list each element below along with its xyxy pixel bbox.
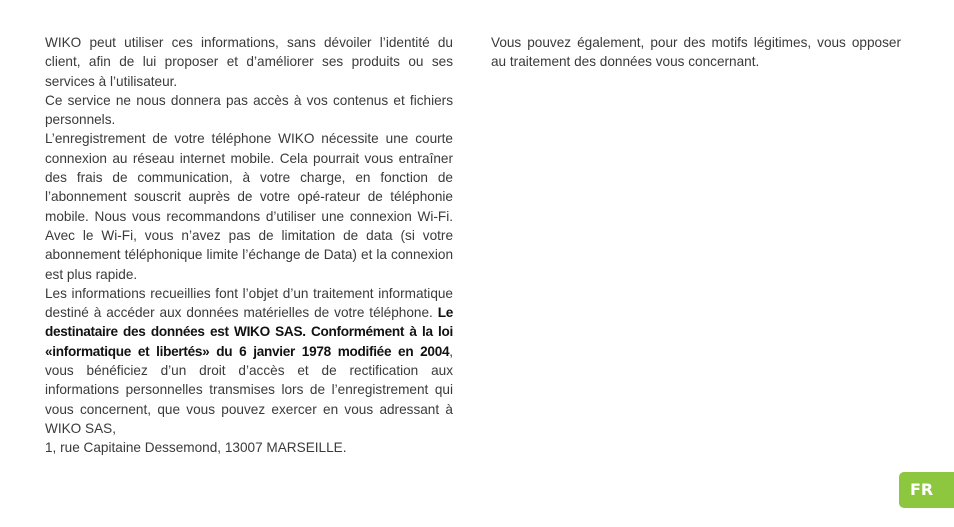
paragraph-registration: L’enregistrement de votre téléphone WIKO nécessite une courte connexion au réseau internet mobile. Cela pourrait vous entraîner des frais de communication, à votre charge, en fonction de l’abonnement souscrit auprès de votre opé-rateur de téléphonie mobile. Nous vous recommandons d’utiliser une connexion Wi-Fi. Avec le Wi-Fi, vous n’avez pas de limitation de data (si votre abonnement téléphonique limite l’échange de Data) et la connexion est plus rapide. — [45, 131, 453, 282]
paragraph-data-processing — [45, 284, 453, 438]
language-tab-fr: FR — [899, 472, 954, 508]
paragraph-opposition: Vous pouvez également, pour des motifs légitimes, vous opposer au traitement des données vous concernant. — [491, 35, 901, 70]
legal-notice-bold: Le destinataire des données est WIKO SAS. Conformément à la loi «informatique et libertés» du 6 janvier 1978 modifiée en 2004 — [45, 305, 453, 359]
processing-intro: Les informations recueillies font l’objet d’un traitement informatique destiné à accéder aux données matérielles de votre téléphone. — [45, 285, 453, 321]
processing-rights: , vous bénéficiez d’un droit d’accès et de rectification aux informations personnelles transmises lors de l’enregistrement qui vous concernent, que vous pouvez exercer en vous adressant à WIKO SAS, — [45, 343, 453, 436]
left-text-column — [45, 33, 453, 458]
paragraph-usage: WIKO peut utiliser ces informations, sans dévoiler l’identité du client, afin de lui proposer et d’améliorer ses produits ou ses services à l’utilisateur. — [45, 35, 453, 89]
right-text-column — [491, 33, 901, 72]
company-address: 1, rue Capitaine Dessemond, 13007 MARSEILLE. — [45, 440, 347, 456]
paragraph-access: Ce service ne nous donnera pas accès à vos contenus et fichiers personnels. — [45, 92, 453, 128]
